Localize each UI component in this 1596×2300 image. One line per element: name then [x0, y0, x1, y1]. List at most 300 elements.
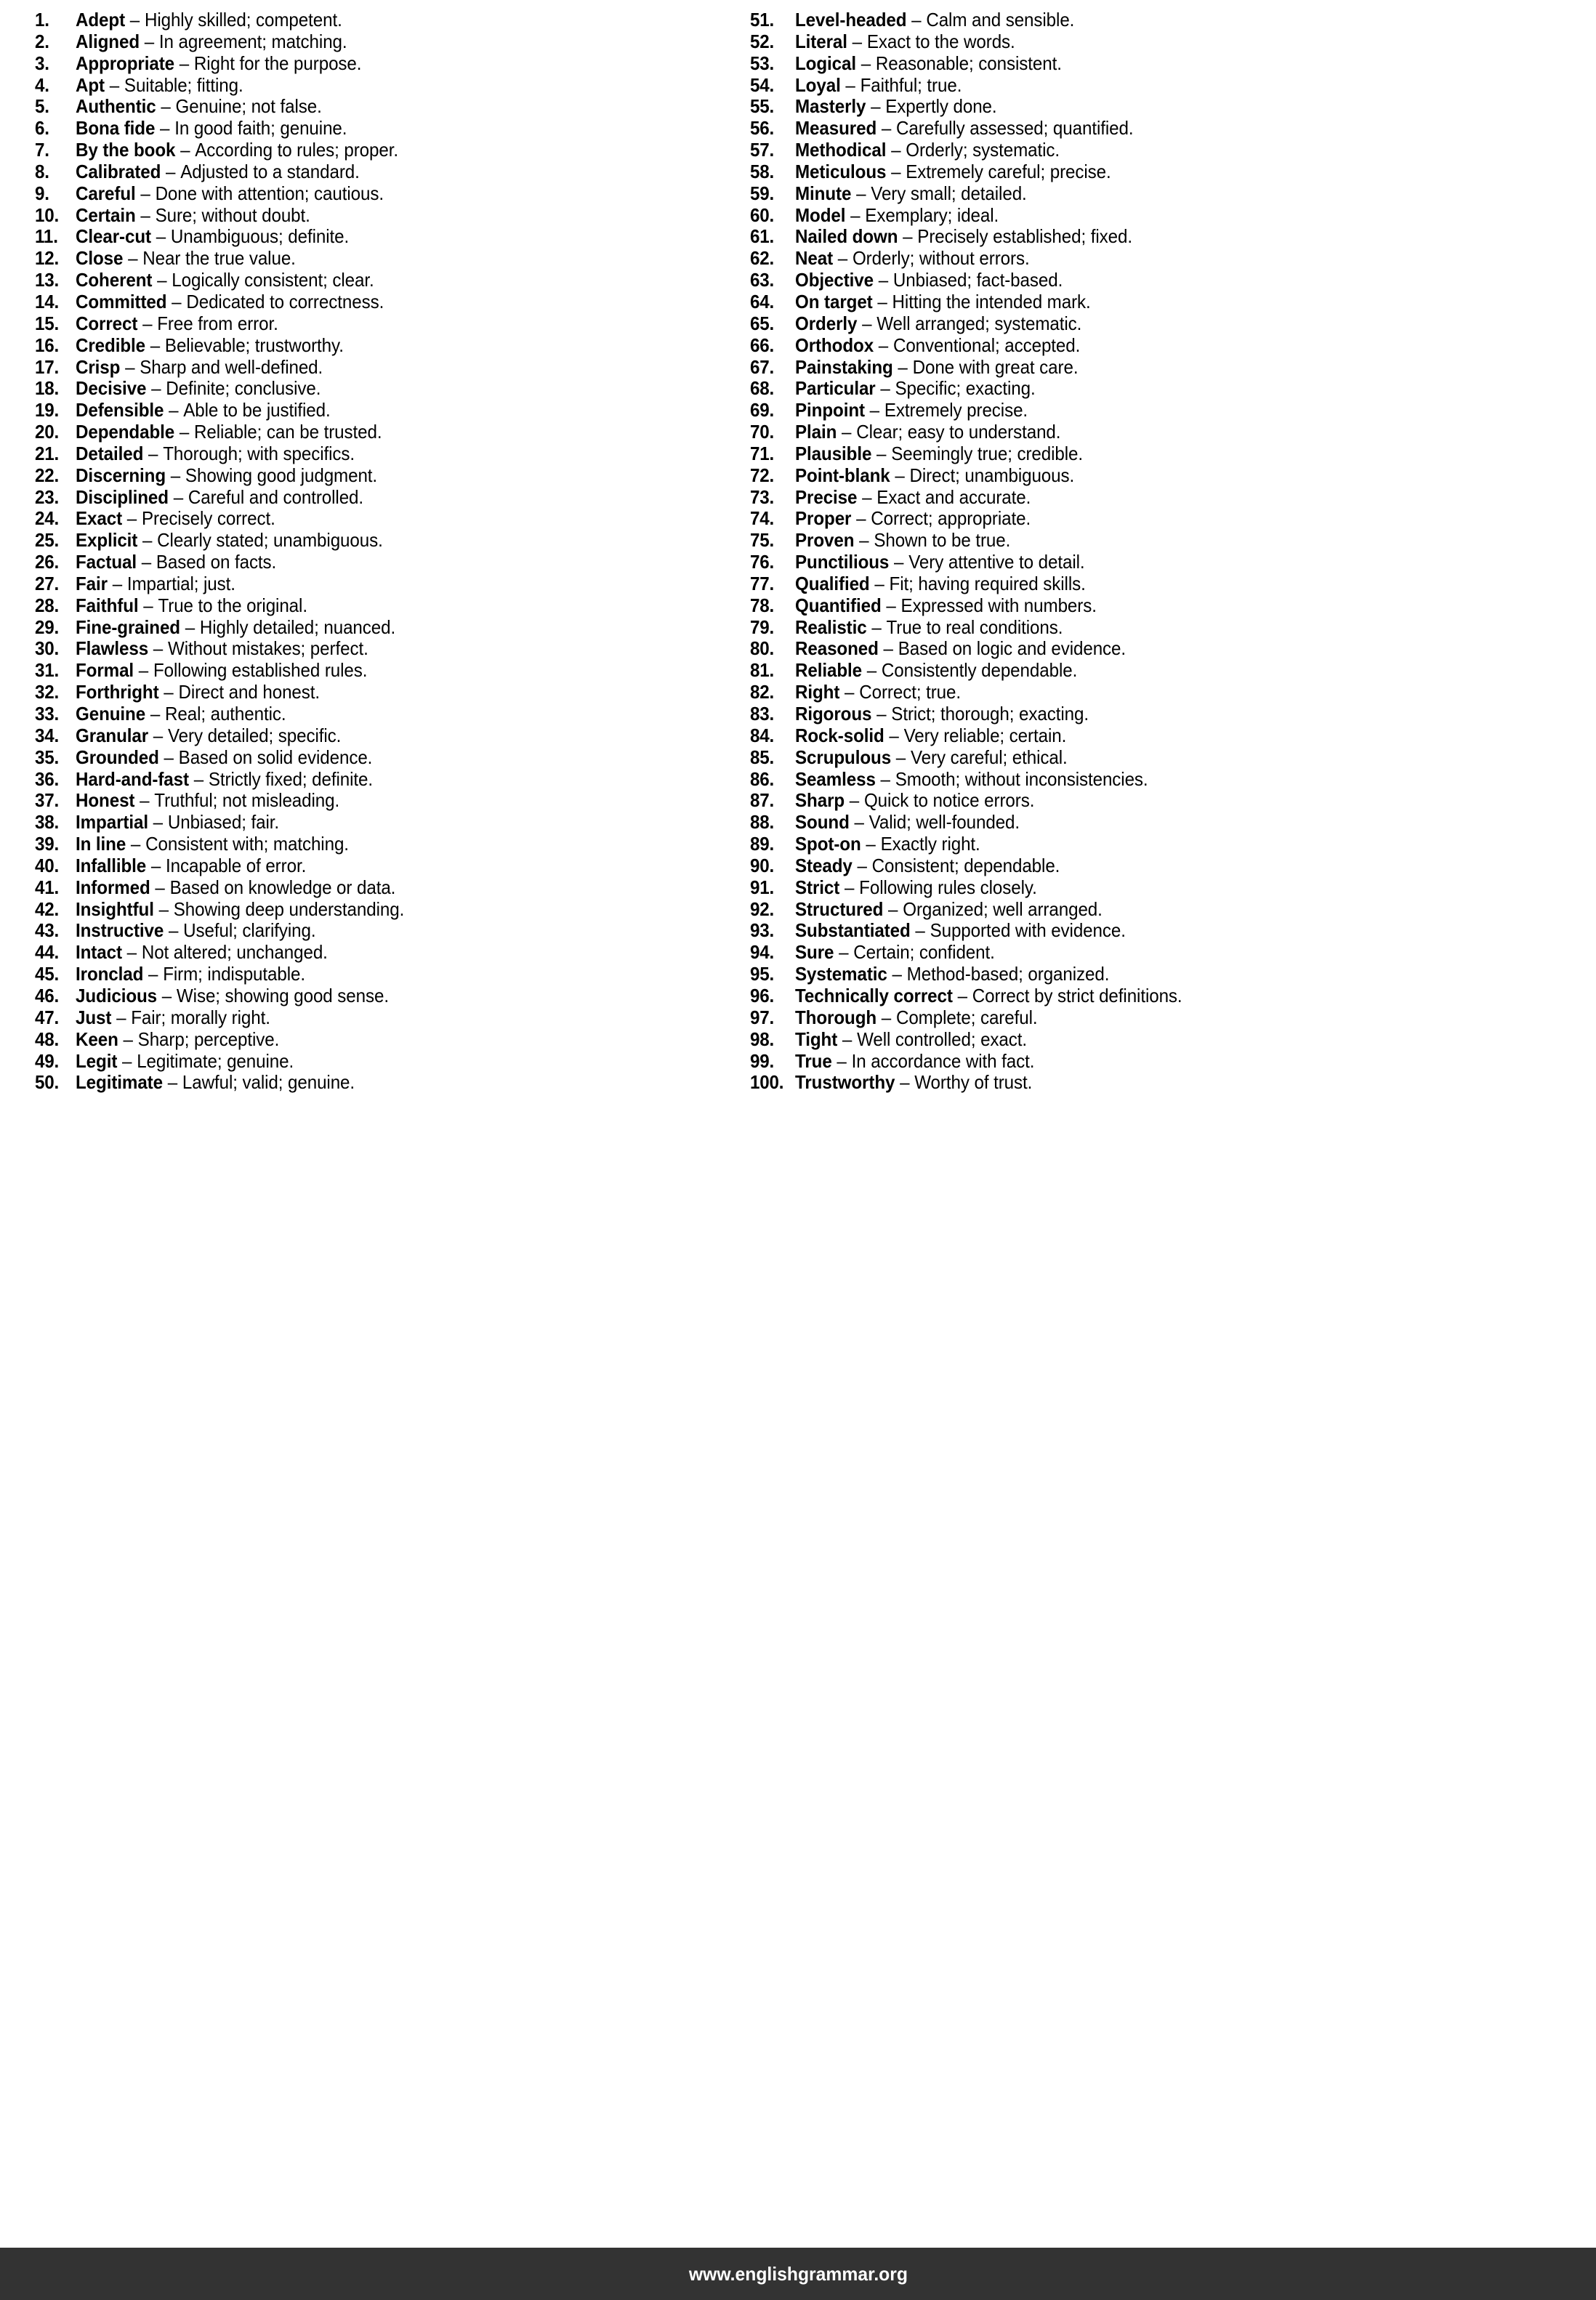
item-term: Impartial: [76, 811, 148, 834]
item-number: 45.: [35, 963, 60, 985]
item-definition: Right for the purpose.: [193, 52, 362, 74]
item-text: [76, 248, 296, 270]
list-item: [35, 31, 741, 53]
item-text: [76, 53, 361, 75]
item-number: 41.: [35, 876, 60, 898]
item-dash: –: [906, 9, 927, 31]
item-text: [76, 96, 322, 118]
item-term: Appropriate: [76, 52, 175, 74]
item-number: 84.: [750, 724, 775, 746]
list-item: [750, 226, 1596, 248]
item-dash: –: [137, 312, 158, 334]
item-term: Logical: [795, 52, 857, 74]
item-text: [795, 9, 1074, 31]
item-term: Keen: [76, 1028, 118, 1050]
list-item: [35, 205, 741, 227]
item-definition: Consistent; dependable.: [871, 854, 1060, 876]
item-definition: Reasonable; consistent.: [875, 52, 1062, 74]
item-dash: –: [137, 529, 158, 552]
item-term: Tight: [795, 1028, 838, 1050]
item-definition: Correct; appropriate.: [871, 507, 1031, 530]
item-dash: –: [849, 811, 869, 834]
item-text: [76, 335, 344, 357]
item-number: 95.: [750, 963, 775, 985]
item-dash: –: [837, 1028, 858, 1050]
item-text: [795, 75, 962, 97]
item-definition: Expressed with numbers.: [900, 594, 1097, 616]
item-dash: –: [876, 117, 897, 140]
item-text: [76, 834, 349, 855]
list-item: [35, 790, 741, 812]
item-text: [76, 573, 235, 595]
item-definition: Carefully assessed; quantified.: [896, 117, 1134, 140]
item-number: 70.: [750, 421, 775, 443]
item-term: Committed: [76, 290, 167, 312]
item-number: 90.: [750, 854, 775, 876]
list-item: [750, 812, 1596, 834]
item-dash: –: [876, 1006, 896, 1028]
list-item: [750, 1051, 1596, 1073]
item-definition: Faithful; true.: [860, 73, 962, 96]
list-item: [35, 964, 741, 985]
item-dash: –: [881, 594, 901, 616]
item-number: 74.: [750, 507, 775, 530]
item-number: 93.: [750, 919, 775, 942]
list-item: [750, 357, 1596, 379]
list-item: [750, 335, 1596, 357]
item-text: [795, 725, 1066, 747]
item-definition: Definite; conclusive.: [166, 377, 321, 400]
item-dash: –: [152, 269, 172, 291]
item-dash: –: [857, 312, 877, 334]
item-number: 11.: [35, 225, 58, 248]
item-definition: Seemingly true; credible.: [891, 442, 1084, 464]
item-term: Clear-cut: [76, 225, 151, 248]
item-definition: Firm; indisputable.: [163, 963, 306, 985]
item-definition: Complete; careful.: [895, 1006, 1038, 1028]
item-definition: Based on solid evidence.: [178, 746, 373, 768]
item-definition: Exactly right.: [880, 833, 980, 855]
item-term: Realistic: [795, 616, 867, 638]
item-term: Explicit: [76, 529, 138, 552]
item-text: [795, 920, 1126, 942]
list-item: [750, 985, 1596, 1007]
item-text: [795, 595, 1097, 617]
item-term: Qualified: [795, 572, 870, 594]
item-term: Thorough: [795, 1006, 877, 1028]
item-number: 1.: [35, 9, 49, 31]
item-term: Detailed: [76, 442, 144, 464]
item-number: 15.: [35, 312, 60, 334]
item-definition: Legitimate; genuine.: [137, 1049, 294, 1072]
item-term: Sound: [795, 811, 850, 834]
list-item: [35, 183, 741, 205]
list-item: [750, 552, 1596, 573]
item-definition: Organized; well arranged.: [903, 897, 1103, 920]
item-number: 97.: [750, 1006, 775, 1028]
list-item: [750, 920, 1596, 942]
item-dash: –: [134, 659, 153, 682]
list-item: [35, 465, 741, 487]
item-text: [795, 1051, 1034, 1073]
item-number: 60.: [750, 203, 775, 226]
list-item: [750, 400, 1596, 421]
item-dash: –: [140, 30, 159, 52]
item-dash: –: [158, 746, 179, 768]
item-dash: –: [156, 95, 176, 118]
item-definition: Based on facts.: [156, 551, 277, 573]
item-dash: –: [875, 767, 895, 790]
list-item: [750, 877, 1596, 899]
item-dash: –: [143, 963, 164, 985]
item-dash: –: [120, 355, 140, 378]
item-definition: True to real conditions.: [886, 616, 1063, 638]
item-definition: Based on logic and evidence.: [898, 637, 1127, 660]
item-dash: –: [174, 421, 195, 443]
item-dash: –: [123, 247, 143, 270]
item-dash: –: [895, 1071, 915, 1094]
item-definition: Logically consistent; clear.: [172, 269, 374, 291]
item-dash: –: [188, 767, 209, 790]
item-text: [76, 465, 377, 487]
item-definition: Smooth; without inconsistencies.: [895, 767, 1148, 790]
item-term: Factual: [76, 551, 137, 573]
item-number: 73.: [750, 485, 775, 508]
item-dash: –: [150, 225, 171, 248]
list-item: [35, 920, 741, 942]
item-number: 56.: [750, 117, 775, 140]
item-definition: Correct by strict definitions.: [972, 984, 1182, 1006]
item-text: [76, 638, 368, 660]
item-definition: Sharp and well-defined.: [140, 355, 323, 378]
item-text: [76, 400, 331, 421]
item-dash: –: [874, 269, 893, 291]
item-text: [795, 357, 1078, 379]
item-definition: Exemplary; ideal.: [865, 203, 999, 226]
item-dash: –: [886, 160, 906, 182]
item-dash: –: [180, 616, 200, 638]
item-dash: –: [872, 290, 892, 312]
item-number: 67.: [750, 355, 775, 378]
list-item: [35, 248, 741, 270]
item-definition: Based on knowledge or data.: [169, 876, 396, 898]
item-dash: –: [138, 594, 158, 616]
item-number: 47.: [35, 1006, 60, 1028]
item-text: [76, 985, 389, 1007]
item-number: 19.: [35, 399, 60, 421]
item-definition: Showing good judgment.: [185, 464, 378, 486]
item-definition: Sharp; perceptive.: [137, 1028, 280, 1050]
item-number: 76.: [750, 551, 775, 573]
list-item: [750, 443, 1596, 465]
item-dash: –: [852, 854, 872, 876]
item-dash: –: [126, 833, 146, 855]
item-term: Trustworthy: [795, 1071, 895, 1094]
item-dash: –: [145, 703, 165, 725]
item-definition: Impartial; just.: [126, 572, 235, 594]
list-item: [750, 9, 1596, 31]
list-item: [750, 1007, 1596, 1029]
right-column-list: [750, 9, 1596, 1094]
item-term: Orthodox: [795, 334, 874, 356]
item-number: 37.: [35, 789, 60, 812]
list-item: [35, 725, 741, 747]
item-definition: Exact and accurate.: [876, 485, 1031, 508]
item-text: [795, 985, 1182, 1007]
item-number: 63.: [750, 269, 775, 291]
list-item: [750, 834, 1596, 855]
item-dash: –: [121, 941, 142, 964]
item-dash: –: [910, 919, 930, 942]
footer-website-url: www.englishgrammar.org: [688, 2262, 908, 2285]
item-text: [76, 964, 305, 985]
list-item: [35, 1029, 741, 1051]
item-term: Quantified: [795, 594, 882, 616]
item-dash: –: [887, 963, 907, 985]
item-text: [76, 205, 310, 227]
item-dash: –: [891, 746, 911, 768]
item-term: Instructive: [76, 919, 164, 942]
item-term: Forthright: [76, 681, 159, 703]
item-term: Rock-solid: [795, 724, 884, 746]
item-number: 17.: [35, 355, 60, 378]
item-dash: –: [883, 897, 903, 920]
item-text: [795, 270, 1063, 291]
item-dash: –: [861, 833, 881, 855]
item-text: [795, 443, 1083, 465]
item-term: Adept: [76, 9, 126, 31]
item-text: [76, 140, 398, 161]
item-term: Methodical: [795, 139, 887, 161]
list-item: [750, 942, 1596, 964]
item-term: Minute: [795, 182, 852, 204]
list-item: [750, 270, 1596, 291]
item-number: 8.: [35, 160, 49, 182]
item-term: Reasoned: [795, 637, 879, 660]
item-term: Apt: [76, 73, 105, 96]
list-item: [35, 812, 741, 834]
item-dash: –: [118, 1028, 138, 1050]
item-definition: Reliable; can be trusted.: [194, 421, 382, 443]
item-number: 10.: [35, 203, 60, 226]
left-column-list: [35, 9, 741, 1094]
item-term: Measured: [795, 117, 877, 140]
item-text: [795, 552, 1085, 573]
item-definition: Clearly stated; unambiguous.: [157, 529, 383, 552]
list-item: [35, 855, 741, 877]
item-definition: Dedicated to correctness.: [186, 290, 384, 312]
item-text: [76, 595, 307, 617]
item-dash: –: [148, 637, 168, 660]
item-number: 34.: [35, 724, 60, 746]
item-text: [795, 140, 1060, 161]
item-term: Systematic: [795, 963, 887, 985]
list-item: [750, 313, 1596, 335]
item-number: 65.: [750, 312, 775, 334]
list-item: [750, 899, 1596, 921]
item-dash: –: [831, 1049, 852, 1072]
item-definition: Calm and sensible.: [926, 9, 1075, 31]
item-text: [76, 270, 374, 291]
list-item: [35, 985, 741, 1007]
list-item: [35, 617, 741, 639]
item-number: 61.: [750, 225, 775, 248]
item-definition: Well arranged; systematic.: [876, 312, 1082, 334]
item-number: 55.: [750, 95, 775, 118]
item-dash: –: [145, 334, 165, 356]
item-term: Loyal: [795, 73, 841, 96]
item-text: [795, 1007, 1038, 1029]
item-dash: –: [845, 789, 864, 812]
item-text: [795, 790, 1034, 812]
item-text: [76, 660, 367, 682]
item-dash: –: [839, 681, 860, 703]
item-term: Particular: [795, 377, 876, 400]
item-dash: –: [161, 160, 181, 182]
item-text: [795, 96, 997, 118]
item-number: 89.: [750, 833, 775, 855]
item-text: [795, 31, 1015, 53]
list-item: [35, 421, 741, 443]
list-item: [35, 682, 741, 703]
item-number: 36.: [35, 767, 60, 790]
list-item: [750, 96, 1596, 118]
list-item: [35, 291, 741, 313]
item-definition: Unambiguous; definite.: [170, 225, 350, 248]
item-dash: –: [892, 355, 913, 378]
item-dash: –: [837, 421, 857, 443]
item-dash: –: [153, 897, 174, 920]
item-text: [795, 465, 1074, 487]
item-dash: –: [164, 919, 184, 942]
item-text: [76, 1051, 294, 1073]
item-definition: Very careful; ethical.: [910, 746, 1068, 768]
item-definition: Consistent with; matching.: [145, 833, 349, 855]
item-text: [795, 855, 1060, 877]
item-definition: Very detailed; specific.: [167, 724, 342, 746]
item-dash: –: [851, 182, 871, 204]
list-item: [750, 183, 1596, 205]
item-term: Close: [76, 247, 124, 270]
item-definition: Useful; clarifying.: [183, 919, 316, 942]
list-item: [35, 1072, 741, 1094]
item-definition: In accordance with fact.: [851, 1049, 1035, 1072]
item-text: [76, 443, 355, 465]
item-text: [76, 899, 404, 921]
list-item: [35, 313, 741, 335]
list-item: [35, 1051, 741, 1073]
item-dash: –: [150, 876, 170, 898]
item-term: Reliable: [795, 659, 862, 682]
item-dash: –: [155, 117, 175, 140]
item-number: 66.: [750, 334, 775, 356]
item-dash: –: [117, 1049, 137, 1072]
item-number: 14.: [35, 290, 60, 312]
item-number: 26.: [35, 551, 60, 573]
item-term: Punctilious: [795, 551, 890, 573]
item-text: [76, 942, 328, 964]
item-text: [795, 769, 1148, 791]
item-number: 42.: [35, 897, 60, 920]
item-number: 88.: [750, 811, 775, 834]
item-term: Masterly: [795, 95, 866, 118]
item-term: Honest: [76, 789, 135, 812]
item-text: [76, 118, 347, 140]
item-dash: –: [107, 572, 127, 594]
item-text: [76, 1029, 279, 1051]
item-text: [76, 9, 342, 31]
item-number: 83.: [750, 703, 775, 725]
list-item: [35, 270, 741, 291]
item-definition: Very attentive to detail.: [908, 551, 1085, 573]
item-text: [795, 1072, 1032, 1094]
item-term: Certain: [76, 203, 136, 226]
item-number: 35.: [35, 746, 60, 768]
item-number: 31.: [35, 659, 60, 682]
item-definition: Free from error.: [157, 312, 278, 334]
item-definition: Consistently dependable.: [881, 659, 1078, 682]
item-definition: Worthy of trust.: [914, 1071, 1033, 1094]
item-number: 30.: [35, 637, 60, 660]
item-definition: Supported with evidence.: [930, 919, 1126, 942]
item-term: Substantiated: [795, 919, 911, 942]
item-text: [76, 617, 395, 639]
item-number: 72.: [750, 464, 775, 486]
list-item: [750, 161, 1596, 183]
item-text: [76, 725, 341, 747]
item-term: Discerning: [76, 464, 166, 486]
item-dash: –: [158, 681, 179, 703]
item-number: 79.: [750, 616, 775, 638]
list-item: [750, 573, 1596, 595]
list-item: [750, 248, 1596, 270]
item-definition: Fair; morally right.: [131, 1006, 270, 1028]
item-definition: Believable; trustworthy.: [164, 334, 344, 356]
list-item: [750, 378, 1596, 400]
list-item: [35, 508, 741, 530]
item-dash: –: [111, 1006, 132, 1028]
item-term: Neat: [795, 247, 834, 270]
list-item: [750, 747, 1596, 769]
list-item: [35, 769, 741, 791]
item-number: 48.: [35, 1028, 60, 1050]
item-definition: Extremely precise.: [884, 399, 1028, 421]
item-number: 58.: [750, 160, 775, 182]
item-text: [76, 855, 306, 877]
item-definition: Method-based; organized.: [906, 963, 1110, 985]
item-term: Granular: [76, 724, 149, 746]
item-dash: –: [175, 139, 196, 161]
item-dash: –: [166, 290, 187, 312]
item-text: [76, 747, 372, 769]
item-text: [76, 378, 321, 400]
item-text: [795, 682, 961, 703]
item-dash: –: [889, 551, 909, 573]
item-term: Informed: [76, 876, 150, 898]
item-number: 71.: [750, 442, 775, 464]
item-number: 18.: [35, 377, 60, 400]
item-number: 91.: [750, 876, 775, 898]
item-term: Just: [76, 1006, 112, 1028]
list-item: [35, 75, 741, 97]
item-dash: –: [952, 984, 972, 1006]
list-item: [35, 443, 741, 465]
item-number: 86.: [750, 767, 775, 790]
list-item: [35, 1007, 741, 1029]
item-text: [76, 31, 347, 53]
item-term: Proper: [795, 507, 852, 530]
list-item: [35, 9, 741, 31]
